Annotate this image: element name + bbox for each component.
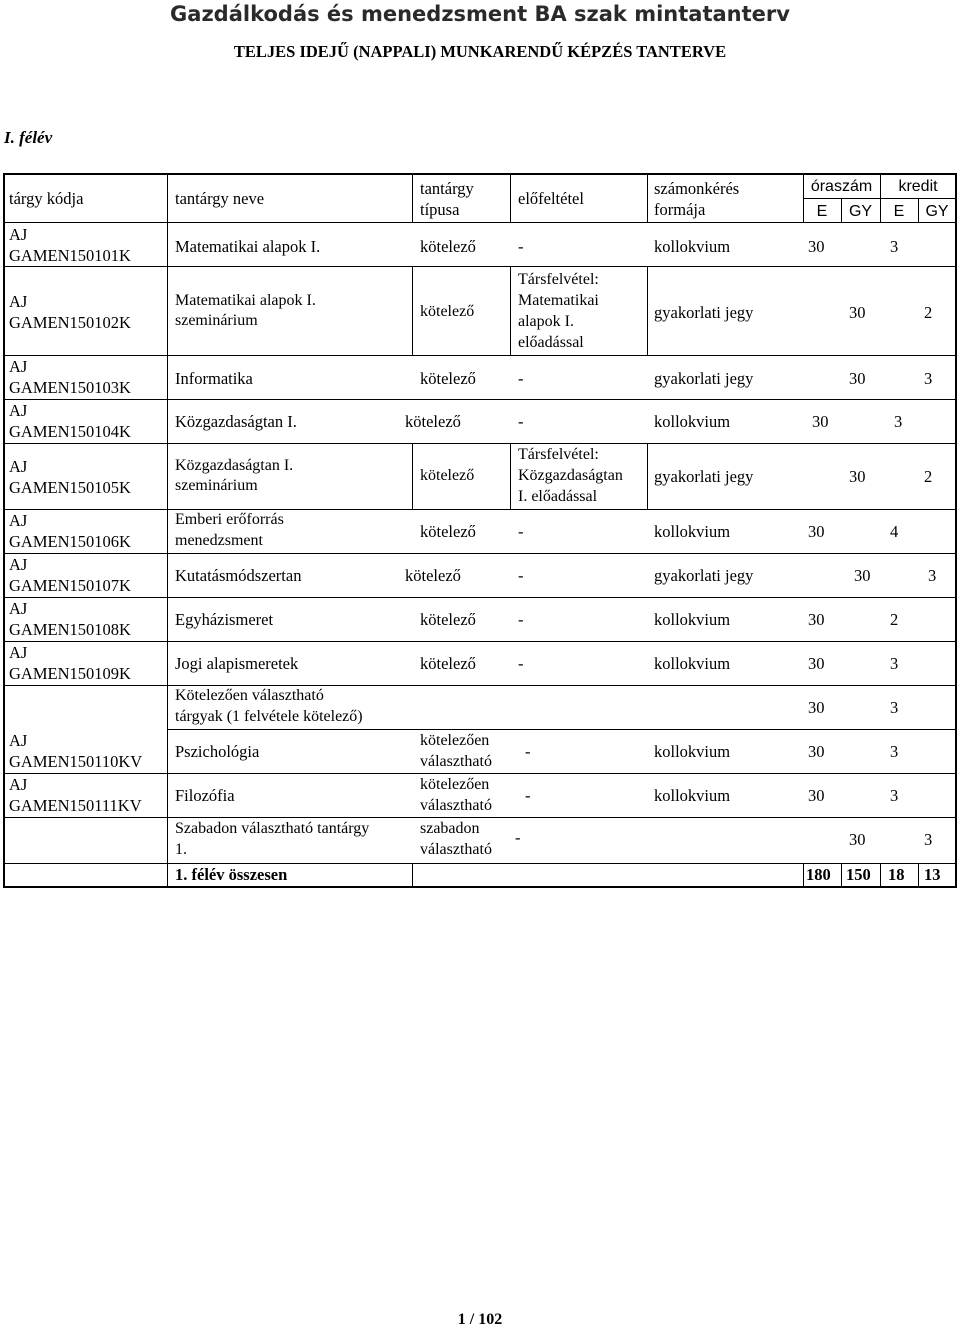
row-hours: 30	[808, 742, 825, 761]
row-code: GAMEN150110KV	[9, 752, 143, 771]
row-prereq: -	[518, 237, 524, 256]
document-subtitle: TELJES IDEJŰ (NAPPALI) MUNKARENDŰ KÉPZÉS TANTERVE	[233, 42, 727, 61]
row-hours: 30	[808, 698, 825, 717]
table-border-bottom	[3, 886, 957, 888]
row-divider	[3, 597, 957, 598]
row-code-prefix: AJ	[9, 457, 28, 476]
row-hours: 30	[808, 237, 825, 256]
row-prereq-line2: Közgazdaságtan	[518, 467, 623, 484]
col-sep	[647, 443, 648, 509]
col-sep	[412, 443, 413, 509]
col-sep	[510, 443, 511, 509]
row-credit: 3	[890, 237, 899, 256]
col-sep	[647, 266, 648, 355]
header-code: tárgy kódja	[9, 189, 84, 208]
row-code: GAMEN150103K	[9, 378, 131, 397]
row-credit: 3	[890, 698, 899, 717]
table-border-right	[955, 173, 957, 888]
header-hours-gy: GY	[848, 203, 873, 220]
row-hours: 30	[854, 566, 871, 585]
row-credit: 2	[890, 610, 899, 629]
row-exam: gyakorlati jegy	[654, 369, 754, 388]
row-name-line1: Matematikai alapok I.	[175, 292, 316, 309]
row-type: kötelező	[420, 467, 475, 484]
row-type: kötelező	[420, 369, 476, 388]
row-divider	[3, 399, 957, 400]
row-credit: 2	[924, 467, 933, 486]
row-type: kötelező	[420, 237, 476, 256]
document-title: Gazdálkodás és menedzsment BA szak mintatanterv	[170, 2, 790, 26]
row-exam: kollokvium	[654, 412, 731, 431]
col-sep	[167, 173, 168, 886]
col-sep	[803, 863, 804, 887]
row-credit: 3	[924, 369, 933, 388]
row-prereq: -	[515, 828, 521, 847]
total-credit-gy: 13	[924, 865, 941, 884]
col-sep	[412, 863, 413, 887]
row-hours: 30	[808, 654, 825, 673]
header-type-line1: tantárgy	[420, 179, 474, 198]
row-code: GAMEN150109K	[9, 664, 131, 683]
row-code: GAMEN150105K	[9, 478, 131, 497]
row-prereq-line1: Társfelvétel:	[518, 271, 599, 288]
header-hours: óraszám	[810, 178, 873, 195]
header-credit: kredit	[898, 178, 938, 195]
row-prereq: -	[518, 566, 524, 585]
row-credit: 3	[924, 830, 933, 849]
row-name: Pszichológia	[175, 742, 260, 761]
row-code-prefix: AJ	[9, 292, 28, 311]
row-name-line1: Emberi erőforrás	[175, 511, 284, 528]
row-hours: 30	[812, 412, 829, 431]
row-name-line2: tárgyak (1 felvétele kötelező)	[175, 708, 363, 725]
row-hours: 30	[849, 830, 866, 849]
header-credit-e: E	[893, 203, 905, 220]
row-name: Jogi alapismeretek	[175, 654, 299, 673]
row-code-prefix: AJ	[9, 731, 28, 750]
row-prereq-line1: Társfelvétel:	[518, 446, 599, 463]
row-divider	[3, 685, 957, 686]
semester-heading: I. félév	[4, 128, 53, 147]
row-credit: 3	[890, 786, 899, 805]
row-code-prefix: AJ	[9, 225, 28, 244]
header-exam-line2: formája	[654, 200, 706, 219]
row-prereq: -	[518, 654, 524, 673]
row-name: Filozófia	[175, 786, 235, 805]
row-exam: gyakorlati jegy	[654, 303, 754, 322]
row-code: GAMEN150102K	[9, 313, 131, 332]
total-label: 1. félév összesen	[175, 865, 288, 884]
col-sep	[647, 173, 648, 223]
row-type: kötelező	[420, 522, 476, 541]
col-sep	[880, 863, 881, 887]
row-name-line1: Közgazdaságtan I.	[175, 457, 294, 474]
total-hours-gy: 150	[846, 865, 871, 884]
row-exam: kollokvium	[654, 654, 731, 673]
table-border-left	[3, 173, 5, 888]
row-code: GAMEN150111KV	[9, 796, 142, 815]
row-code: GAMEN150108K	[9, 620, 131, 639]
row-prereq: -	[518, 412, 524, 431]
row-code: GAMEN150101K	[9, 246, 131, 265]
row-code-prefix: AJ	[9, 775, 28, 794]
row-name: Egyházismeret	[175, 610, 274, 629]
row-name-line2: 1.	[175, 841, 187, 858]
page-number: 1 / 102	[457, 1311, 503, 1328]
row-credit: 3	[890, 654, 899, 673]
row-prereq-line3: I. előadással	[518, 488, 598, 505]
header-prereq: előfeltétel	[518, 189, 584, 208]
header-credit-gy: GY	[925, 203, 949, 220]
row-prereq-line2: Matematikai	[518, 292, 599, 309]
row-code-prefix: AJ	[9, 599, 28, 618]
table-border-top	[3, 173, 957, 175]
row-divider	[3, 773, 957, 774]
row-name-line2: menedzsment	[175, 532, 263, 549]
row-code-prefix: AJ	[9, 643, 28, 662]
row-exam: kollokvium	[654, 786, 731, 805]
row-type-line1: szabadon	[420, 820, 480, 837]
row-divider	[3, 553, 957, 554]
row-name-line2: szeminárium	[175, 312, 258, 329]
row-divider	[3, 641, 957, 642]
row-divider	[3, 266, 957, 267]
row-type: kötelező	[420, 303, 475, 320]
row-exam: kollokvium	[654, 610, 731, 629]
total-hours-e: 180	[806, 865, 831, 884]
row-prereq-line4: előadással	[518, 334, 584, 351]
row-prereq: -	[518, 522, 524, 541]
row-type-line2: választható	[420, 753, 492, 770]
row-type: kötelező	[405, 412, 461, 431]
row-name: Közgazdaságtan I.	[175, 412, 297, 431]
header-type-line2: típusa	[420, 200, 460, 219]
row-code: GAMEN150106K	[9, 532, 131, 551]
row-code-prefix: AJ	[9, 511, 28, 530]
row-exam: kollokvium	[654, 522, 731, 541]
row-type-line1: kötelezően	[420, 776, 490, 793]
row-prereq: -	[518, 369, 524, 388]
row-divider	[3, 817, 957, 818]
row-hours: 30	[849, 467, 866, 486]
header-divider	[3, 222, 957, 223]
row-exam: kollokvium	[654, 237, 731, 256]
row-name: Matematikai alapok I.	[175, 237, 321, 256]
row-credit: 2	[924, 303, 933, 322]
row-credit: 3	[894, 412, 903, 431]
col-sep	[510, 173, 511, 223]
row-type-line2: választható	[420, 841, 492, 858]
row-name: Informatika	[175, 369, 253, 388]
row-credit: 3	[890, 742, 899, 761]
row-hours: 30	[849, 369, 866, 388]
row-divider	[3, 509, 957, 510]
row-name-line1: Szabadon választható tantárgy	[175, 820, 370, 837]
row-hours: 30	[808, 610, 825, 629]
row-divider	[3, 443, 957, 444]
row-divider	[167, 729, 957, 730]
row-prereq: -	[525, 786, 531, 805]
row-code-prefix: AJ	[9, 401, 28, 420]
col-sep	[918, 863, 919, 887]
row-prereq: -	[518, 610, 524, 629]
row-exam: kollokvium	[654, 742, 731, 761]
row-code: GAMEN150104K	[9, 422, 131, 441]
row-code: GAMEN150107K	[9, 576, 131, 595]
col-sep	[412, 266, 413, 355]
row-code-prefix: AJ	[9, 555, 28, 574]
row-divider	[3, 355, 957, 356]
total-credit-e: 18	[888, 865, 905, 884]
row-prereq-line3: alapok I.	[518, 313, 574, 330]
row-type: kötelező	[405, 566, 461, 585]
header-exam-line1: számonkérés	[654, 179, 740, 198]
row-credit: 4	[890, 522, 899, 541]
row-exam: gyakorlati jegy	[654, 467, 754, 486]
row-name: Kutatásmódszertan	[175, 566, 302, 585]
row-type-line2: választható	[420, 797, 492, 814]
col-sep	[412, 173, 413, 223]
row-type-line1: kötelezően	[420, 732, 490, 749]
row-hours: 30	[808, 522, 825, 541]
col-sep	[510, 266, 511, 355]
row-code-prefix: AJ	[9, 357, 28, 376]
col-sep	[841, 863, 842, 887]
row-type: kötelező	[420, 654, 476, 673]
header-name: tantárgy neve	[175, 189, 265, 208]
row-hours: 30	[808, 786, 825, 805]
row-hours: 30	[849, 303, 866, 322]
row-name-line2: szeminárium	[175, 477, 258, 494]
row-name-line1: Kötelezően választható	[175, 687, 324, 704]
row-type: kötelező	[420, 610, 476, 629]
row-prereq: -	[525, 742, 531, 761]
row-credit: 3	[928, 566, 937, 585]
row-exam: gyakorlati jegy	[654, 566, 754, 585]
header-hours-e: E	[816, 203, 828, 220]
